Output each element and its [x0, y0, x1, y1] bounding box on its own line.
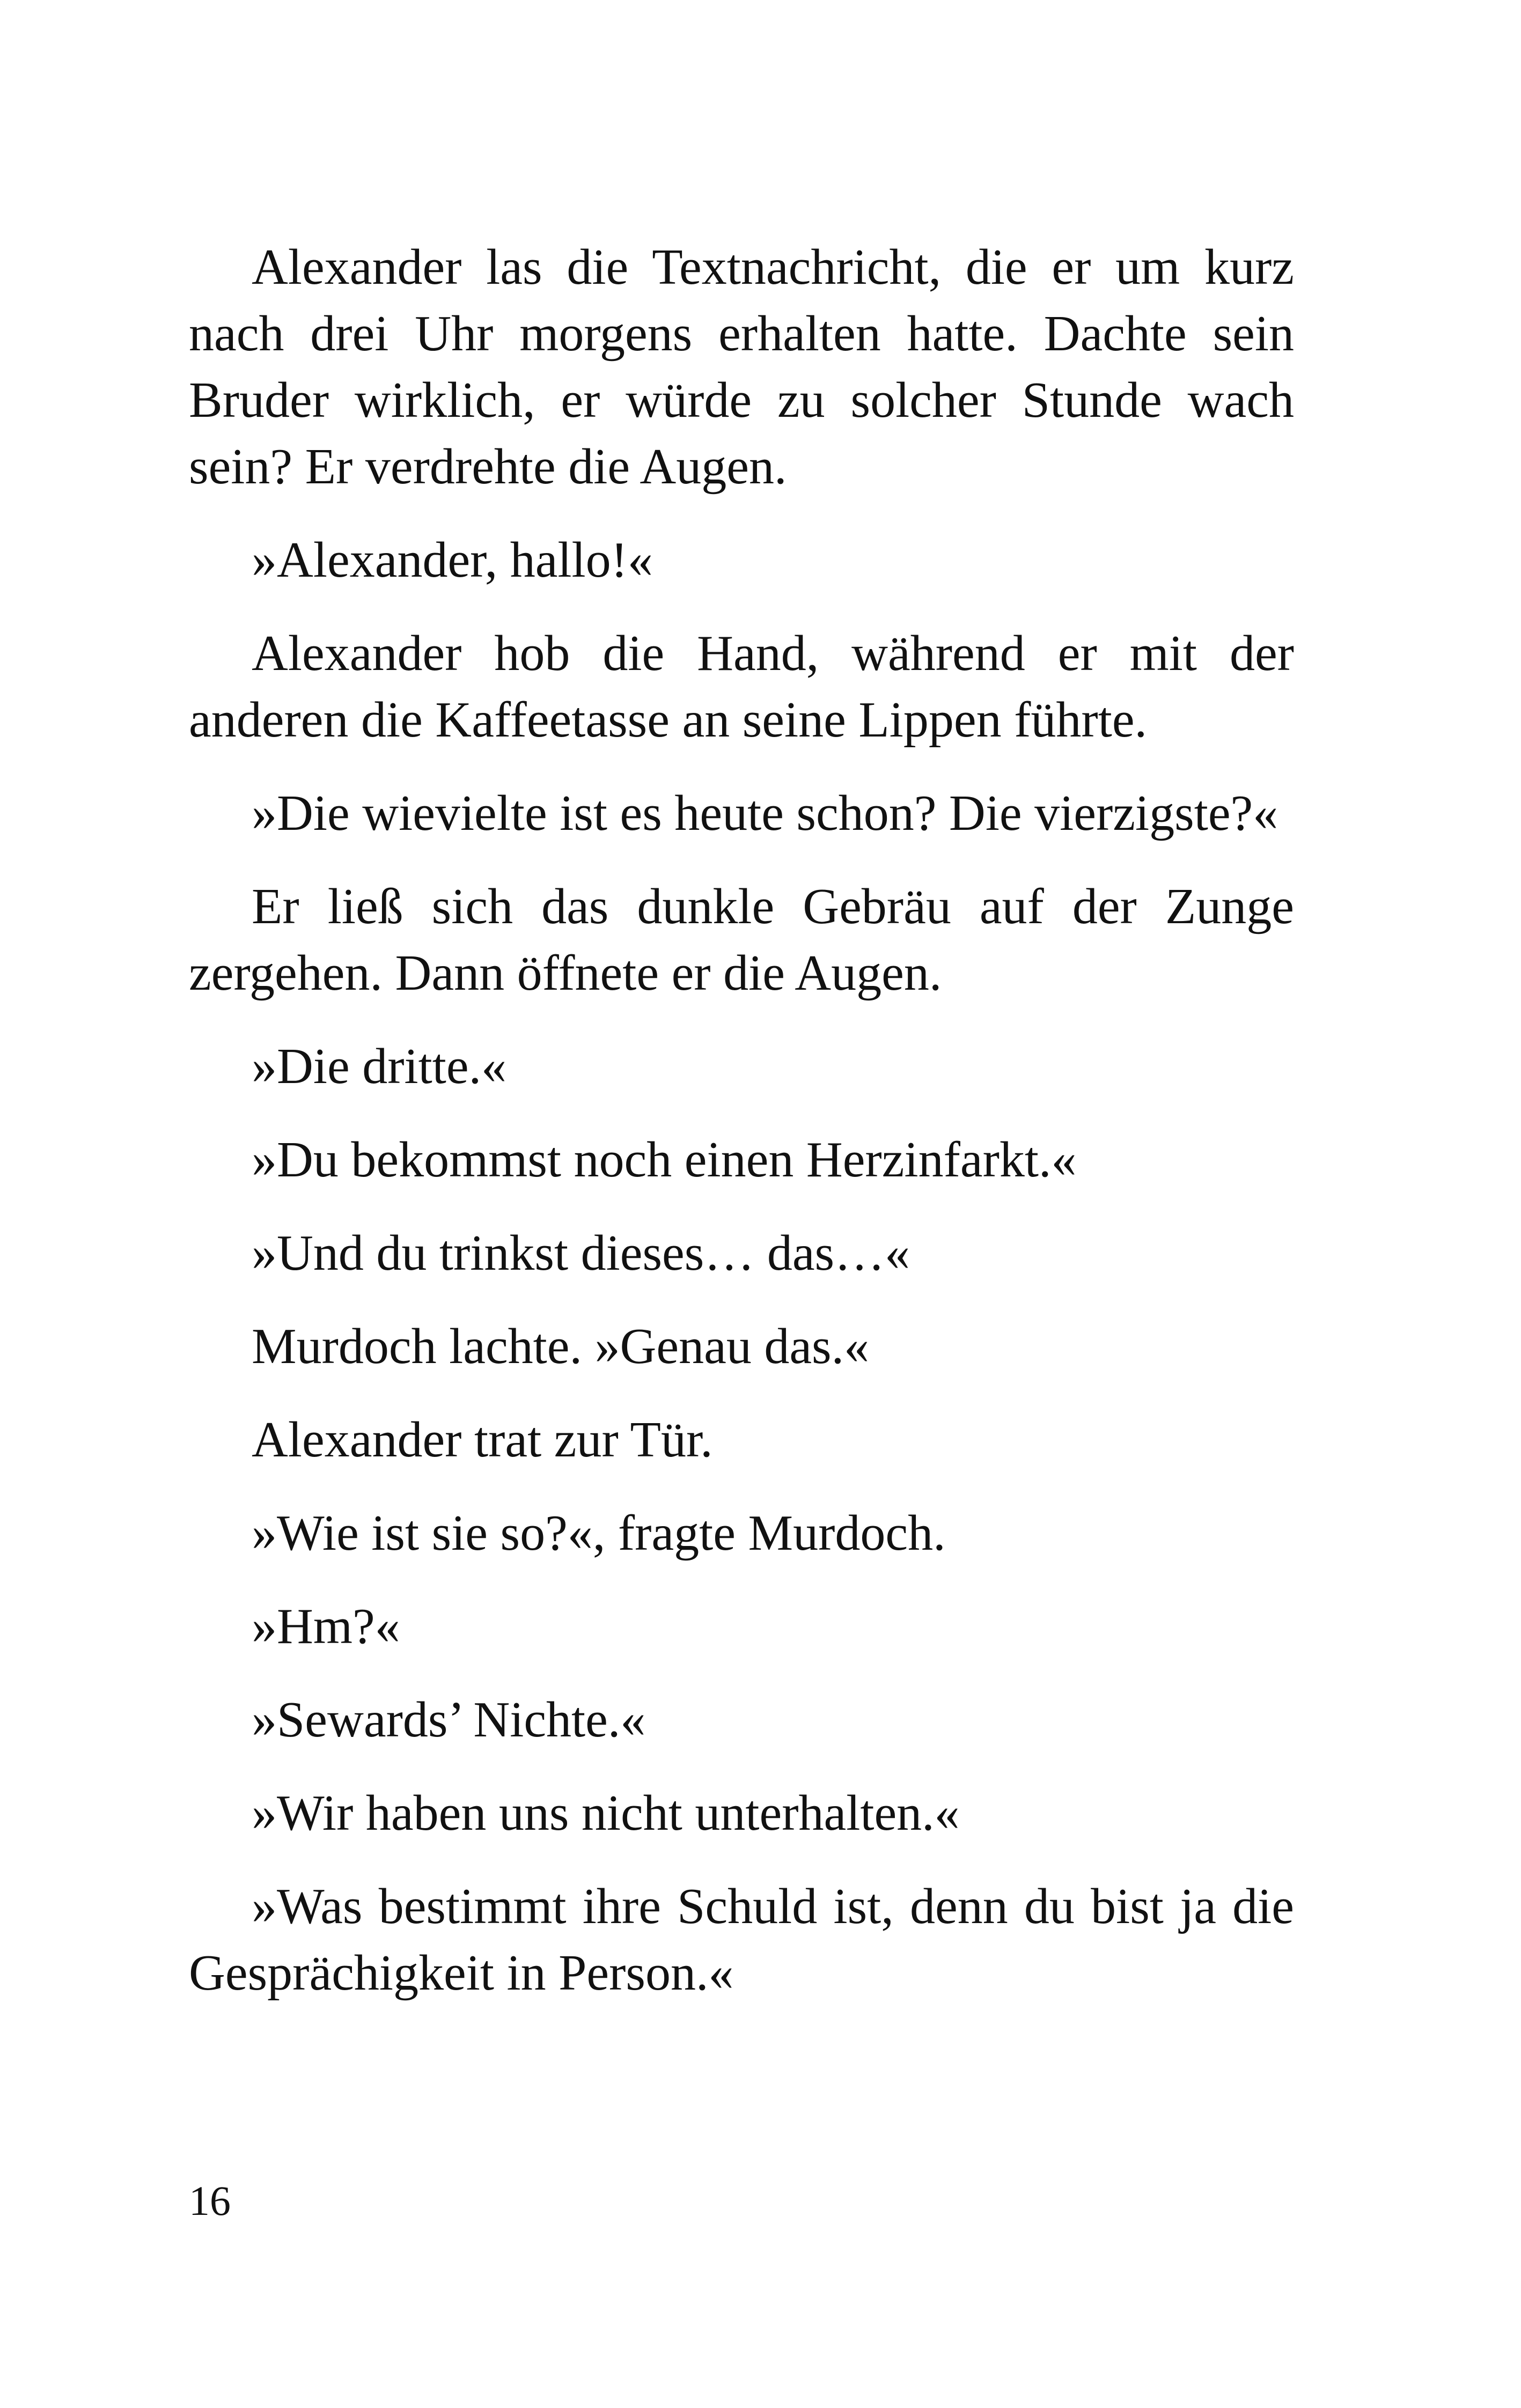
paragraph-9: Murdoch lachte. »Genau das.«: [252, 1319, 870, 1374]
paragraph-10: Alexander trat zur Tür.: [252, 1412, 713, 1468]
paragraph-8: »Und du trinkst dieses… das…«: [252, 1225, 910, 1281]
paragraph-11: »Wie ist sie so?«, fragte Murdoch.: [252, 1505, 946, 1561]
paragraph-15: »Was bestimmt ihre Schuld ist, denn du bist ja die Gesprächigkeit in Person.«: [189, 1879, 1294, 2001]
paragraph-1: Alexander las die Textnachricht, die er um kurz nach drei Uhr morgens erhalten hatte. Dachte sein Bruder wirklich, er würde zu solcher Stunde wach sein? Er verdrehte die Augen.: [189, 239, 1294, 495]
paragraph-14: »Wir haben uns nicht unterhalten.«: [252, 1785, 960, 1841]
paragraph-7: »Du bekommst noch einen Herzinfarkt.«: [252, 1132, 1077, 1188]
paragraph-12: »Hm?«: [252, 1599, 400, 1654]
paragraph-6: »Die dritte.«: [252, 1039, 507, 1094]
paragraph-2: »Alexander, hallo!«: [252, 532, 653, 588]
paragraph-13: »Sewards’ Nichte.«: [252, 1692, 646, 1748]
paragraph-3: Alexander hob die Hand, während er mit der anderen die Kaffeetasse an seine Lippen führte.: [189, 625, 1294, 748]
body-text: [189, 234, 1294, 2033]
page-number: 16: [189, 2177, 231, 2224]
paragraph-4: »Die wievielte ist es heute schon? Die vierzigste?«: [252, 785, 1278, 841]
paragraph-5: Er ließ sich das dunkle Gebräu auf der Zunge zergehen. Dann öffnete er die Augen.: [189, 879, 1294, 1001]
